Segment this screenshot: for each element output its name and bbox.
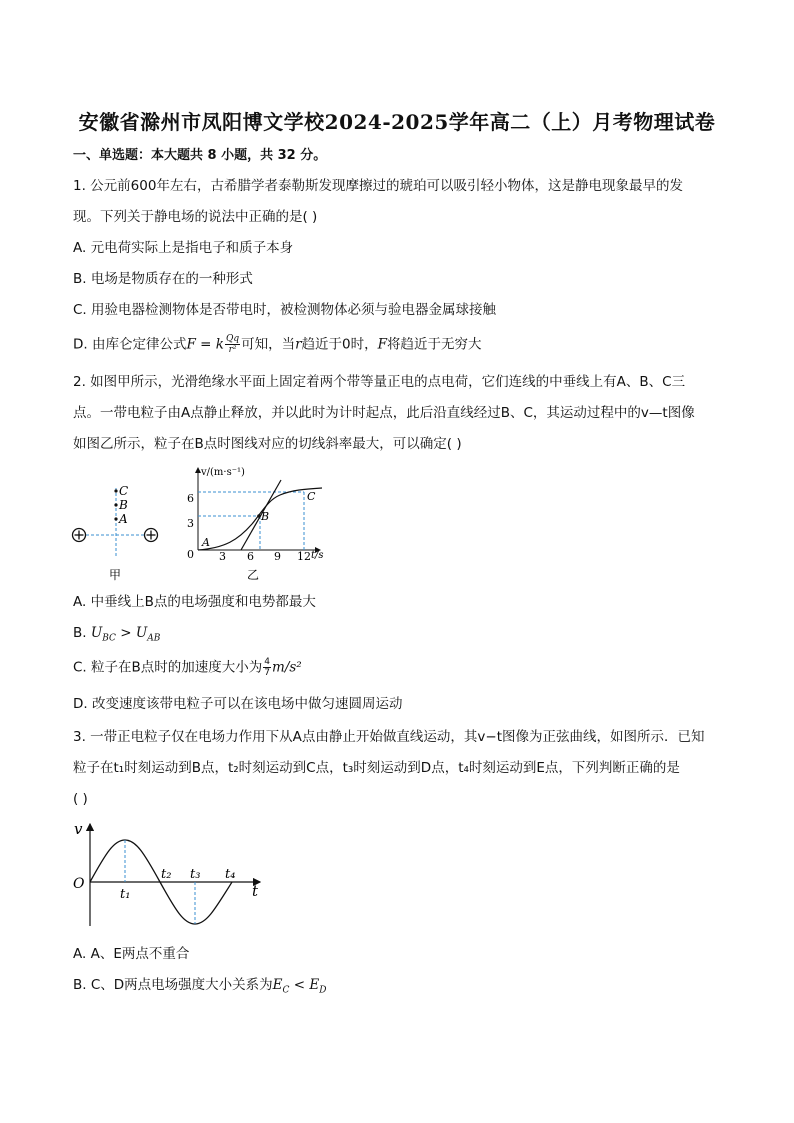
curve-point-a: A bbox=[202, 536, 210, 549]
q1-option-c: C. 用验电器检测物体是否带电时，被检测物体必须与验电器金属球接触 bbox=[73, 302, 497, 318]
point-c-label: C bbox=[119, 484, 129, 498]
q1-option-b: B. 电场是物质存在的一种形式 bbox=[73, 271, 253, 287]
q2-stem-line1: 2. 如图甲所示，光滑绝缘水平面上固定着两个带等量正电的点电荷，它们连线的中垂线上有A、B、C三 bbox=[73, 374, 686, 390]
q1-option-d bbox=[73, 334, 482, 355]
q1-stem-line1: 1. 公元前600年左右，古希腊学者泰勒斯发现摩擦过的琥珀可以吸引轻小物体，这是静电现象最早的发 bbox=[73, 178, 683, 194]
t1-label: t₁ bbox=[120, 887, 131, 902]
formula-fraction bbox=[225, 334, 240, 355]
positive-charge-left-icon bbox=[73, 529, 86, 542]
q1-option-d-text: D. 由库仑定律公式 bbox=[73, 336, 187, 353]
curve-point-c: C bbox=[307, 490, 316, 503]
curve-point-b: B bbox=[261, 510, 270, 523]
formula-r: r bbox=[295, 336, 302, 353]
q2-stem-line2: 点。一带电粒子由A点静止释放，并以此时为计时起点，此后沿直线经过B、C，其运动过程中的v—t图像 bbox=[73, 405, 695, 421]
v-axis-label: v/(m·s⁻¹) bbox=[201, 467, 245, 478]
point-b-dot bbox=[114, 503, 117, 506]
fraction-denominator: r² bbox=[228, 345, 237, 355]
q3-stem-line2: 粒子在t₁时刻运动到B点，t₂时刻运动到C点，t₃时刻运动到D点，t₄时刻运动到E点，下列判断正确的是 bbox=[73, 760, 680, 776]
t4-label: t₄ bbox=[225, 867, 236, 882]
accel-numerator: 4 bbox=[264, 657, 271, 667]
positive-charge-right-icon bbox=[145, 529, 158, 542]
formula-e-d-sub: D bbox=[319, 985, 327, 996]
fraction-numerator: Qq bbox=[225, 334, 240, 344]
t-label: t bbox=[252, 882, 259, 900]
t2-label: t₂ bbox=[161, 867, 172, 882]
point-a-label: A bbox=[119, 512, 128, 526]
section-heading: 一、单选题：本大题共 8 小题，共 32 分。 bbox=[73, 148, 327, 163]
t3-label: t₃ bbox=[190, 867, 201, 882]
q2-option-c bbox=[73, 657, 302, 678]
accel-unit: m/s² bbox=[272, 659, 302, 676]
accel-denominator: 7 bbox=[264, 668, 271, 678]
formula-e-c: E bbox=[272, 977, 283, 993]
q3-stem-line3: ( ) bbox=[73, 791, 88, 807]
formula-u-ab: U bbox=[135, 625, 148, 641]
figure-yi-caption: 乙 bbox=[247, 568, 260, 582]
q3-option-b-text: B. C、D两点电场强度大小关系为 bbox=[73, 977, 273, 993]
x-tick-9: 9 bbox=[274, 550, 281, 563]
figure-jia bbox=[66, 478, 166, 586]
formula-u-bc: U bbox=[90, 625, 103, 641]
v-label: v bbox=[74, 820, 83, 838]
q3-stem-line1: 3. 一带正电粒子仅在电场力作用下从A点由静止开始做直线运动，其v−t图像为正弦曲线，如图所示．已知 bbox=[73, 729, 705, 745]
formula-u-ab-sub: AB bbox=[147, 633, 161, 644]
x-tick-12: 12 bbox=[297, 550, 311, 563]
formula-gt: > bbox=[115, 625, 136, 641]
formula-e-d: E bbox=[309, 977, 320, 993]
figure-yi bbox=[180, 462, 340, 586]
q3-option-b bbox=[73, 975, 326, 1001]
x-tick-6: 6 bbox=[247, 550, 254, 563]
q2-option-d: D. 改变速度该带电粒子可以在该电场中做匀速圆周运动 bbox=[73, 696, 403, 712]
origin-label: 0 bbox=[187, 548, 194, 561]
q3-option-a: A. A、E两点不重合 bbox=[73, 946, 190, 962]
q1-stem-line2: 现。下列关于静电场的说法中正确的是( ) bbox=[73, 209, 318, 225]
formula-eq: = bbox=[195, 336, 216, 353]
formula-f: F bbox=[186, 336, 196, 353]
x-tick-3: 3 bbox=[219, 550, 226, 563]
formula-lt: < bbox=[289, 977, 310, 993]
q1-option-d-text3: 趋近于0时， bbox=[301, 336, 378, 353]
q1-option-d-text2: 可知，当 bbox=[241, 336, 296, 353]
q2-option-b-prefix: B. bbox=[73, 625, 91, 641]
t-axis-label: t/s bbox=[311, 550, 324, 561]
y-tick-3: 3 bbox=[187, 517, 194, 530]
origin-label: O bbox=[73, 876, 85, 892]
figure-q3-sine bbox=[70, 818, 270, 930]
q1-option-d-text4: 将趋近于无穷大 bbox=[387, 336, 482, 353]
formula-f2: F bbox=[377, 336, 388, 353]
q2-option-a: A. 中垂线上B点的电场强度和电势都最大 bbox=[73, 594, 316, 610]
figure-jia-caption: 甲 bbox=[109, 568, 122, 582]
q2-stem-line3: 如图乙所示，粒子在B点时图线对应的切线斜率最大，可以确定( ) bbox=[73, 436, 462, 452]
formula-k: k bbox=[215, 336, 224, 353]
page-title: 安徽省滁州市凤阳博文学校2024-2025学年高二（上）月考物理试卷 bbox=[78, 110, 716, 134]
formula-u-bc-sub: BC bbox=[102, 633, 116, 644]
y-tick-6: 6 bbox=[187, 492, 194, 505]
q2-option-b bbox=[73, 623, 160, 649]
formula-e-c-sub: C bbox=[282, 985, 290, 996]
accel-fraction bbox=[263, 657, 271, 678]
q2-option-c-text: C. 粒子在B点时的加速度大小为 bbox=[73, 659, 263, 676]
point-c-dot bbox=[114, 489, 117, 492]
point-a-dot bbox=[114, 517, 117, 520]
q1-option-a: A. 元电荷实际上是指电子和质子本身 bbox=[73, 240, 294, 256]
point-b-label: B bbox=[119, 498, 128, 512]
